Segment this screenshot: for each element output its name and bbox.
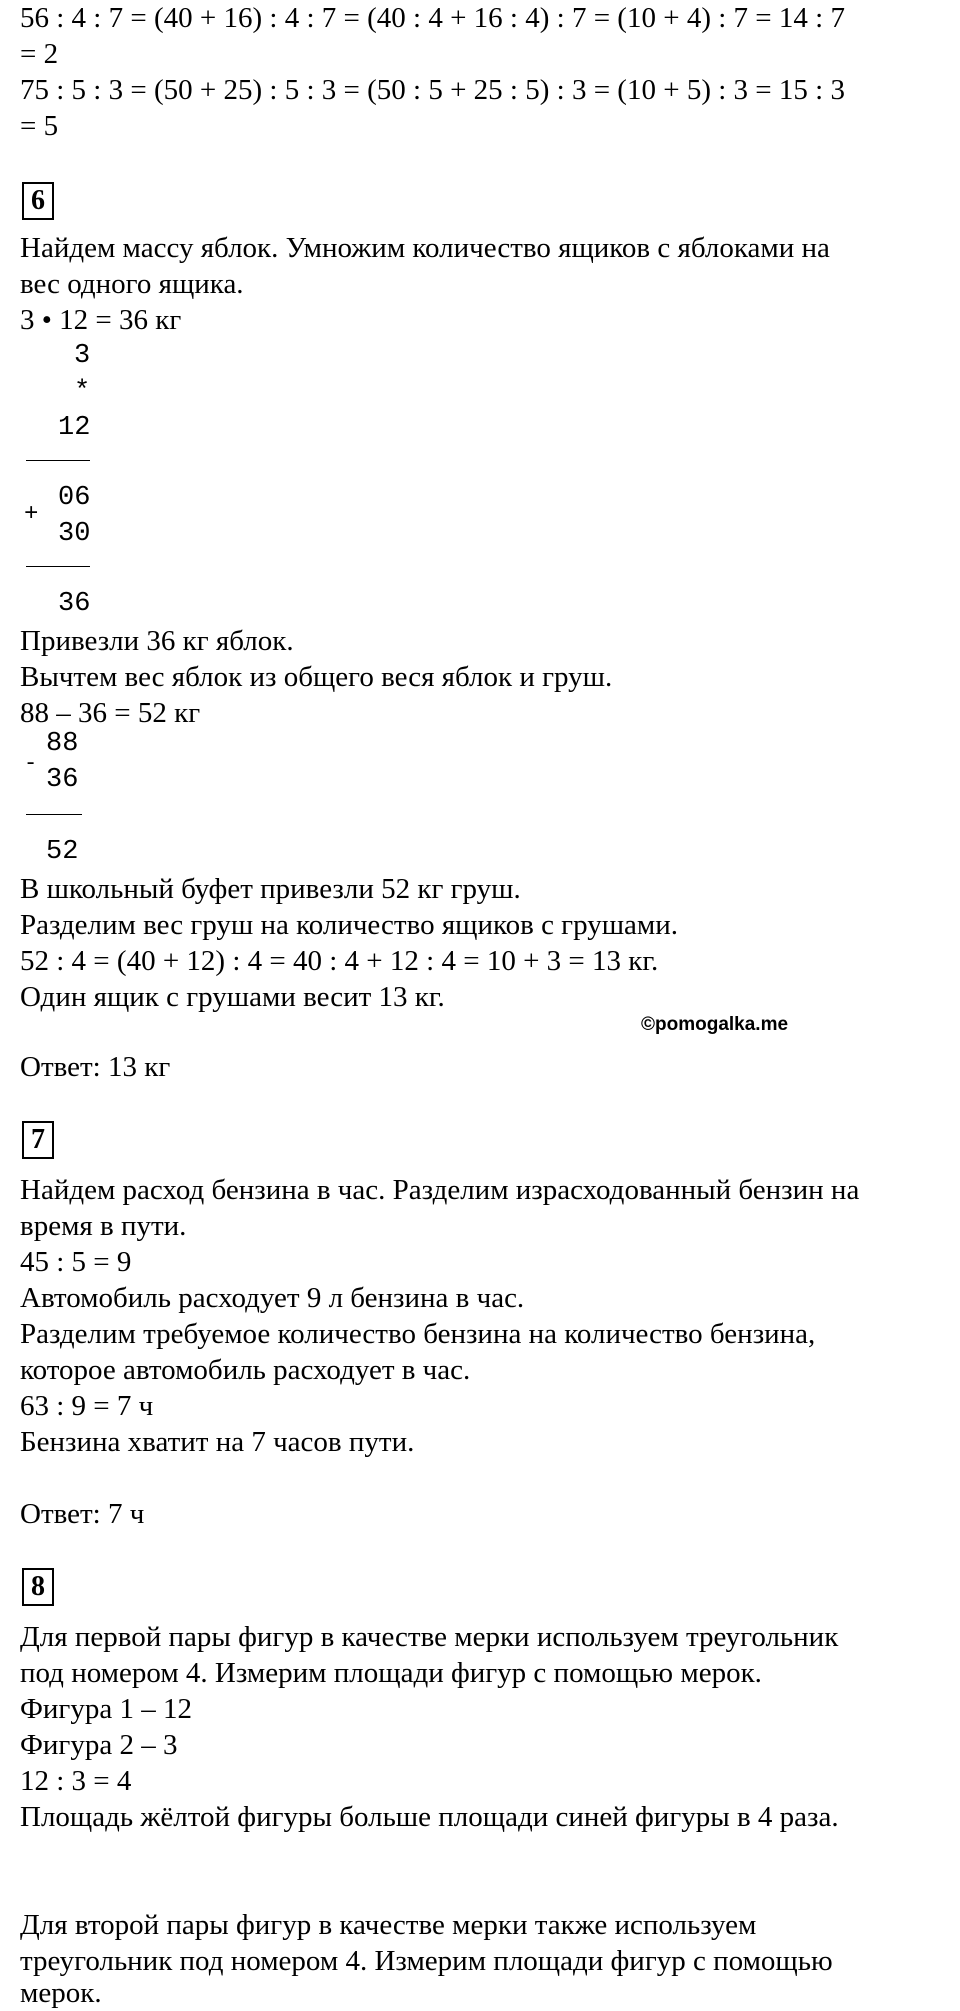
watermark: ©pomogalka.me [641, 1014, 789, 1035]
text-line: Найдем массу яблок. Умножим количество ящиков с яблоками на [20, 232, 830, 264]
task-number-8: 8 [22, 1568, 54, 1606]
answer-line: Ответ: 13 кг [20, 1051, 171, 1083]
mult-operator: * [74, 377, 91, 407]
divider-line [26, 460, 90, 461]
text-line: мерок. [20, 1977, 102, 2009]
task-number-7: 7 [22, 1121, 54, 1159]
text-line: Вычтем вес яблок из общего веся яблок и груш. [20, 661, 613, 693]
text-line: Площадь жёлтой фигуры больше площади синей фигуры в 4 раза. [20, 1801, 839, 1833]
text-line: 12 : 3 = 4 [20, 1765, 132, 1797]
partial-product-2: 30 [58, 519, 91, 549]
equation-line: 56 : 4 : 7 = (40 + 16) : 4 : 7 = (40 : 4 + 16 : 4) : 7 = (10 + 4) : 7 = 14 : 7 [20, 2, 845, 34]
divider-line [26, 814, 82, 815]
text-line: 88 – 36 = 52 кг [20, 697, 201, 729]
text-line: Для второй пары фигур в качестве мерки также используем [20, 1909, 757, 1941]
text-line: Фигура 1 – 12 [20, 1693, 192, 1725]
equation-line: 75 : 5 : 3 = (50 + 25) : 5 : 3 = (50 : 5 + 25 : 5) : 3 = (10 + 5) : 3 = 15 : 3 [20, 74, 845, 106]
text-line: 63 : 9 = 7 ч [20, 1390, 154, 1422]
text-line: Найдем расход бензина в час. Разделим израсходованный бензин на [20, 1174, 860, 1206]
partial-product-1: 06 [58, 483, 91, 513]
text-line: вес одного ящика. [20, 268, 244, 300]
divider-line [26, 566, 90, 567]
text-line: Автомобиль расходует 9 л бензина в час. [20, 1282, 525, 1314]
plus-sign: + [24, 501, 39, 528]
minus-sign: - [24, 751, 38, 776]
text-line: 52 : 4 = (40 + 12) : 4 = 40 : 4 + 12 : 4 = 10 + 3 = 13 кг. [20, 945, 659, 977]
text-line: Разделим требуемое количество бензина на количество бензина, [20, 1318, 816, 1350]
sub-operand-b: 36 [46, 765, 79, 795]
sub-result: 52 [46, 837, 79, 867]
text-line: Один ящик с грушами весит 13 кг. [20, 981, 445, 1013]
text-line: время в пути. [20, 1210, 187, 1242]
task-number-6: 6 [22, 182, 54, 220]
text-line: Фигура 2 – 3 [20, 1729, 178, 1761]
text-line: 45 : 5 = 9 [20, 1246, 132, 1278]
text-line: Разделим вес груш на количество ящиков с грушами. [20, 909, 679, 941]
text-line: Привезли 36 кг яблок. [20, 625, 294, 657]
mult-operand-b: 12 [58, 413, 91, 443]
text-line: которое автомобиль расходует в час. [20, 1354, 471, 1386]
text-line: треугольник под номером 4. Измерим площади фигур с помощью [20, 1945, 833, 1977]
text-line: 3 • 12 = 36 кг [20, 304, 182, 336]
sub-operand-a: 88 [46, 729, 79, 759]
mult-result: 36 [58, 589, 91, 619]
text-line: Бензина хватит на 7 часов пути. [20, 1426, 415, 1458]
mult-operand-a: 3 [74, 341, 91, 371]
equation-line: = 5 [20, 110, 59, 142]
equation-line: = 2 [20, 38, 59, 70]
text-line: Для первой пары фигур в качестве мерки используем треугольник [20, 1621, 839, 1653]
answer-line: Ответ: 7 ч [20, 1498, 145, 1530]
text-line: под номером 4. Измерим площади фигур с помощью мерок. [20, 1657, 762, 1689]
text-line: В школьный буфет привезли 52 кг груш. [20, 873, 521, 905]
